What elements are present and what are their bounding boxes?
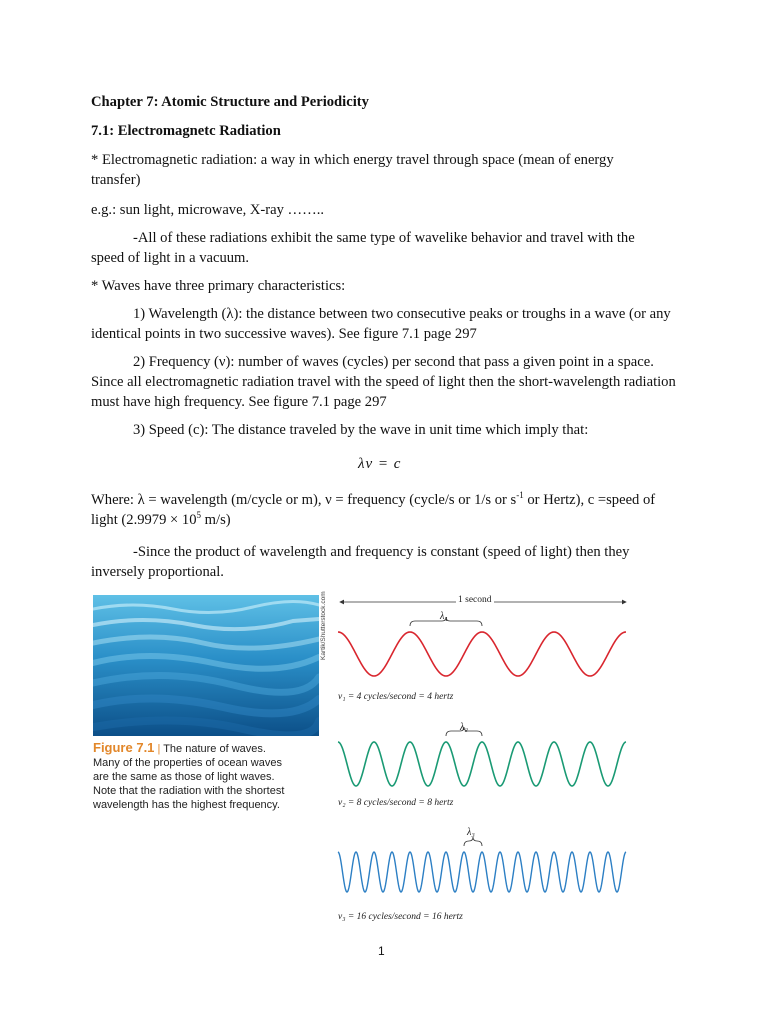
where-text-c: m/s) [201, 512, 231, 528]
wave-diagram [332, 594, 632, 930]
chapter-heading: Chapter 7: Atomic Structure and Periodicity [91, 94, 369, 110]
paragraph-where [91, 490, 681, 530]
wave-2-curve [338, 742, 626, 786]
list-item-speed: 3) Speed (c): The distance traveled by the wave in unit time which imply that: [133, 422, 589, 438]
lambda1-label: λ₁ [440, 611, 448, 622]
photo-credit: Kartik/Shutterstock.com [320, 591, 327, 660]
lambda2-label: λ₂ [460, 722, 468, 733]
section-heading: 7.1: Electromagnetc Radiation [91, 123, 281, 139]
equation: λν = c [358, 456, 402, 472]
where-superscript: -1 [516, 490, 524, 501]
list-item-wavelength: 1) Wavelength (λ): the distance between two consecutive peaks or troughs in a wave (or any identical points in two successive waves). See figure 7.1 page 297 [91, 306, 671, 342]
page-number: 1 [378, 944, 385, 958]
paragraph-inverse: -Since the product of wavelength and frequency is constant (speed of light) then they inversely proportional. [91, 544, 630, 580]
figure-caption [93, 741, 293, 812]
where-text-a: Where: λ = wavelength (m/cycle or m), ν = frequency (cycle/s or 1/s or s [91, 492, 517, 508]
lambda3-brace [464, 837, 482, 846]
list-item-frequency: 2) Frequency (ν): number of waves (cycles) per second that pass a given point in a space. Since all electromagnetic radiation travel with the speed of light then the short-wavelength radiation must have high frequency. See figure 7.1 page 297 [91, 354, 676, 410]
wave-3-label: ν₃ = 16 cycles/second = 16 hertz [338, 912, 463, 922]
wave-1-curve [338, 632, 626, 676]
wave-2-label: ν₂ = 8 cycles/second = 8 hertz [338, 798, 454, 808]
paragraph-characteristics: * Waves have three primary characteristics: [91, 278, 346, 294]
one-second-label: 1 second [458, 595, 492, 605]
wave-3-curve [338, 852, 626, 892]
caption-separator: | [154, 743, 164, 755]
paragraph-examples: e.g.: sun light, microwave, X-ray …….. [91, 202, 325, 218]
ocean-waves-photo [93, 595, 319, 736]
where-superscript-2: 5 [196, 510, 202, 521]
figure-label: Figure 7.1 [93, 740, 155, 755]
where-text-b: or Hertz), c =speed of light (2.9979 × 10 [91, 492, 656, 528]
lambda3-label: λ₃ [467, 827, 475, 838]
paragraph-wavelike: -All of these radiations exhibit the same type of wavelike behavior and travel with the speed of light in a vacuum. [91, 230, 635, 266]
paragraph-definition: * Electromagnetic radiation: a way in which energy travel through space (mean of energy transfer) [91, 152, 614, 188]
wave-1-label: ν₁ = 4 cycles/second = 4 hertz [338, 692, 454, 702]
caption-text: The nature of waves. Many of the properties of ocean waves are the same as those of light waves. Note that the radiation with the shortest wavelength has the highest frequency. [93, 743, 285, 811]
